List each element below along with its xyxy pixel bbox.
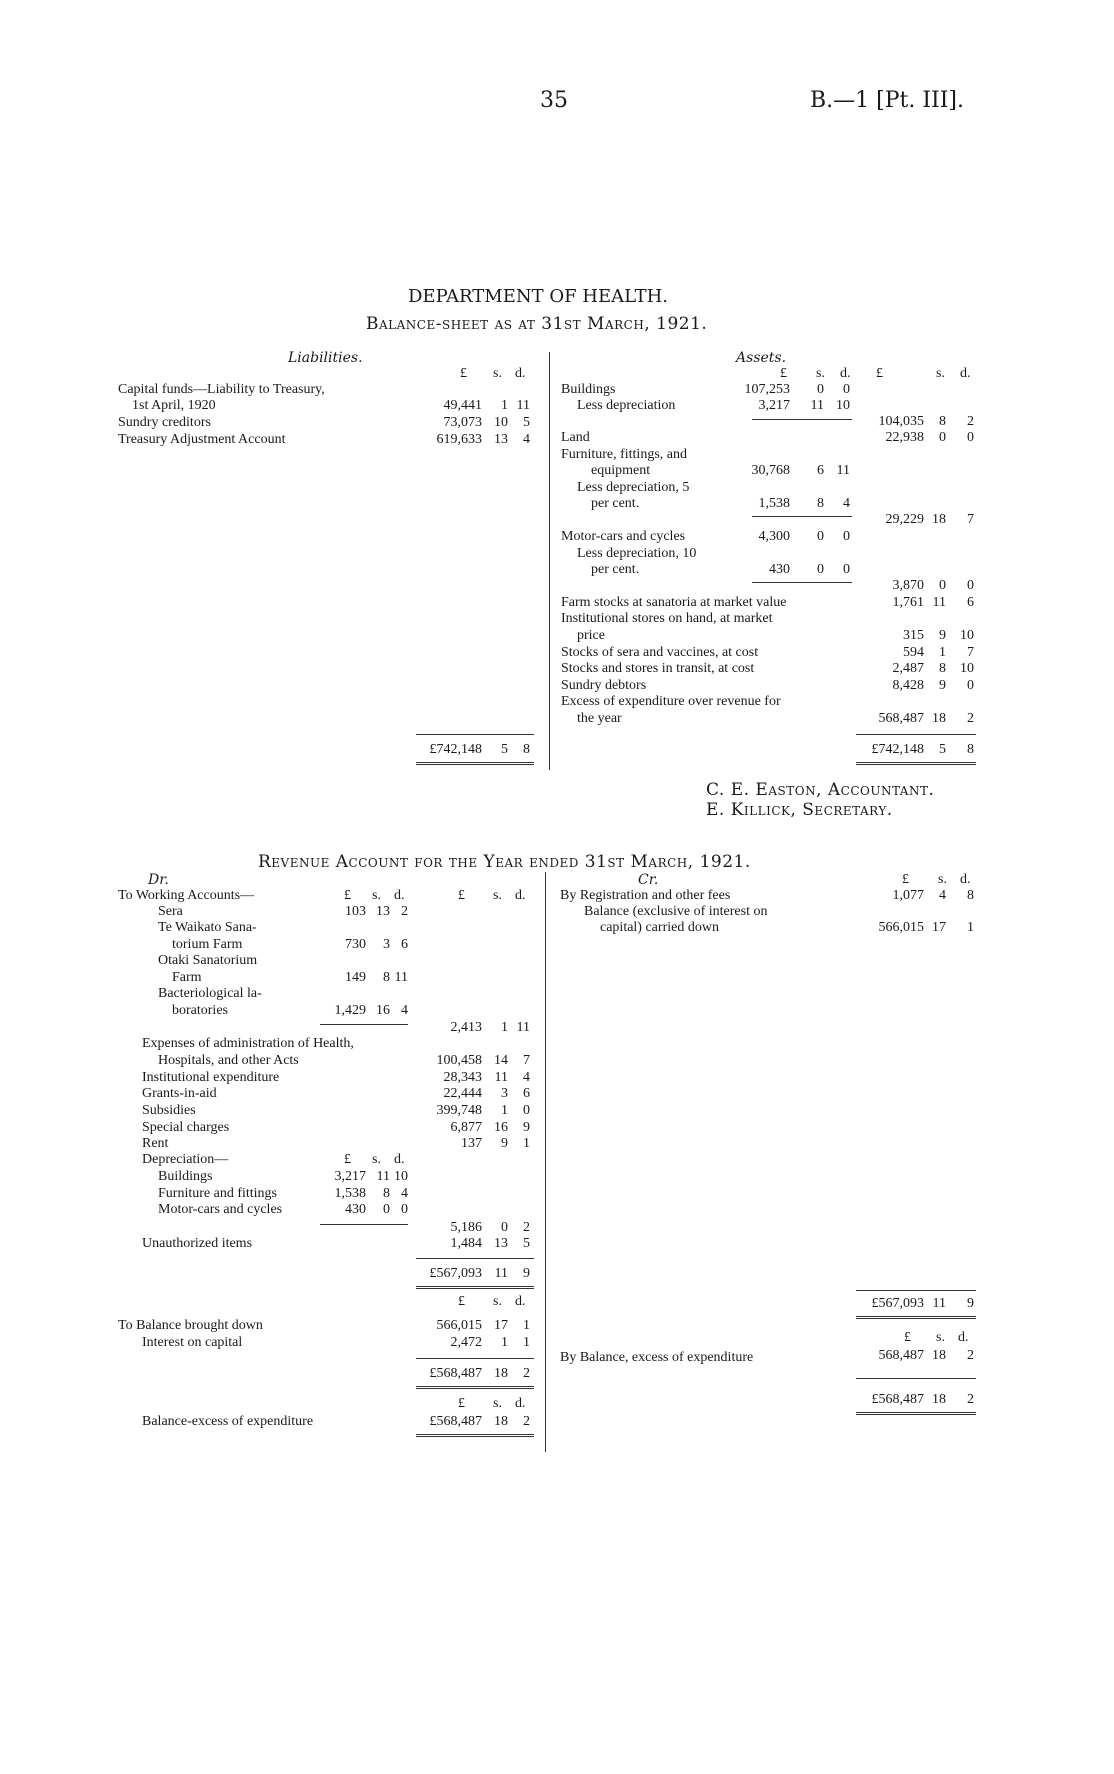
working-account-pounds: 730 xyxy=(345,937,366,952)
asset-label: Less depreciation, 10 xyxy=(577,546,697,561)
rule xyxy=(320,1224,408,1225)
debit-heading: Dr. xyxy=(148,872,169,888)
col-head-pounds: £ xyxy=(902,872,909,887)
rule xyxy=(416,734,534,735)
asset-pounds: 1,538 xyxy=(758,496,790,511)
col-head-shillings: s. xyxy=(936,1330,945,1345)
liabilities-total-d: 8 xyxy=(523,742,530,757)
liability-label: Treasury Adjustment Account xyxy=(118,432,286,447)
cr-item-pounds: 1,077 xyxy=(892,888,924,903)
expense-pence: 9 xyxy=(523,1120,530,1135)
column-divider xyxy=(545,872,546,1452)
cr-item-label-cont: capital) carried down xyxy=(600,920,719,935)
col-head-pence: d. xyxy=(840,366,851,381)
col-head-shillings: s. xyxy=(936,366,945,381)
credit-heading: Cr. xyxy=(638,872,659,888)
asset-net-shillings: 0 xyxy=(939,430,946,445)
asset-shillings: 0 xyxy=(817,382,824,397)
rule xyxy=(416,1358,534,1359)
asset-label-cont: per cent. xyxy=(591,496,640,511)
double-rule xyxy=(416,1286,534,1289)
working-account-label: Sera xyxy=(158,904,183,919)
cr-total-2: £568,487 xyxy=(871,1392,924,1407)
col-head-shillings: s. xyxy=(493,366,502,381)
interest-label: Interest on capital xyxy=(142,1335,243,1350)
col-head-pounds: £ xyxy=(458,1294,465,1309)
interest-pence: 1 xyxy=(523,1335,530,1350)
col-head-pence: d. xyxy=(394,1152,405,1167)
working-account-pence: 4 xyxy=(401,1003,408,1018)
rule xyxy=(752,582,852,583)
assets-total: £742,148 xyxy=(871,742,924,757)
rule xyxy=(320,1024,408,1025)
final-balance-shillings: 18 xyxy=(494,1414,508,1429)
asset-net-pounds: 1,761 xyxy=(892,595,924,610)
col-head-pence: d. xyxy=(515,888,526,903)
double-rule xyxy=(416,1386,534,1389)
expense-label: Institutional expenditure xyxy=(142,1070,280,1085)
dr-total: £567,093 xyxy=(429,1266,482,1281)
department-title: DEPARTMENT OF HEALTH. xyxy=(408,286,669,307)
by-balance-label: By Balance, excess of expenditure xyxy=(560,1350,754,1365)
col-head-pence: d. xyxy=(960,872,971,887)
asset-net-pounds: 594 xyxy=(903,645,924,660)
col-head-pence: d. xyxy=(960,366,971,381)
expense-pounds: 22,444 xyxy=(443,1086,482,1101)
expense-pence: 7 xyxy=(523,1053,530,1068)
cr-total: £567,093 xyxy=(871,1296,924,1311)
liability-label-cont: 1st April, 1920 xyxy=(132,398,216,413)
asset-shillings: 0 xyxy=(817,562,824,577)
asset-pounds: 30,768 xyxy=(751,463,790,478)
working-account-label: Te Waikato Sana- xyxy=(158,920,257,935)
working-account-shillings: 8 xyxy=(383,970,390,985)
expense-pence: 4 xyxy=(523,1070,530,1085)
assets-heading: Assets. xyxy=(736,350,787,366)
page-number: 35 xyxy=(540,88,568,113)
final-balance-pence: 2 xyxy=(523,1414,530,1429)
asset-net-shillings: 11 xyxy=(932,595,946,610)
depreciation-item-pounds: 430 xyxy=(345,1202,366,1217)
asset-pence: 0 xyxy=(843,529,850,544)
asset-net-pence: 10 xyxy=(960,628,974,643)
asset-label: Buildings xyxy=(561,382,616,397)
col-head-shillings: s. xyxy=(493,888,502,903)
rule xyxy=(752,516,852,517)
col-head-pounds: £ xyxy=(458,1396,465,1411)
col-head-pounds: £ xyxy=(904,1330,911,1345)
assets-total-s: 5 xyxy=(939,742,946,757)
cr-item-label: By Registration and other fees xyxy=(560,888,731,903)
asset-pence: 0 xyxy=(843,382,850,397)
expense-label: Grants-in-aid xyxy=(142,1086,217,1101)
col-head-pence: d. xyxy=(515,1396,526,1411)
liability-label: Capital funds—Liability to Treasury, xyxy=(118,382,325,397)
expense-shillings: 3 xyxy=(501,1086,508,1101)
asset-net-shillings: 18 xyxy=(932,512,946,527)
asset-net-pence: 2 xyxy=(967,414,974,429)
asset-pounds: 3,217 xyxy=(758,398,790,413)
asset-label: Excess of expenditure over revenue for xyxy=(561,694,781,709)
revenue-account-title: Revenue Account for the Year ended 31st March, 1921. xyxy=(258,852,751,872)
asset-net-pence: 7 xyxy=(967,512,974,527)
depreciation-item-label: Buildings xyxy=(158,1169,213,1184)
col-head-pounds: £ xyxy=(460,366,467,381)
working-account-label: Otaki Sanatorium xyxy=(158,953,258,968)
expense-label-cont: Hospitals, and other Acts xyxy=(158,1053,299,1068)
asset-net-pounds: 104,035 xyxy=(878,414,924,429)
unauthorized-shillings: 13 xyxy=(494,1236,508,1251)
expense-shillings: 1 xyxy=(501,1103,508,1118)
liabilities-heading: Liabilities. xyxy=(288,350,363,366)
column-divider xyxy=(549,352,550,770)
expense-pounds: 100,458 xyxy=(436,1053,482,1068)
working-account-shillings: 13 xyxy=(376,904,390,919)
col-head-pence: d. xyxy=(515,366,526,381)
cr-item-pence: 1 xyxy=(967,920,974,935)
cr-total-2-d: 2 xyxy=(967,1392,974,1407)
expense-pence: 1 xyxy=(523,1136,530,1151)
expense-pounds: 28,343 xyxy=(443,1070,482,1085)
col-head-shillings: s. xyxy=(493,1294,502,1309)
dr-total-s: 11 xyxy=(494,1266,508,1281)
asset-label-cont: per cent. xyxy=(591,562,640,577)
double-rule xyxy=(416,1434,534,1437)
asset-label: Furniture, fittings, and xyxy=(561,447,687,462)
dr-total-d: 9 xyxy=(523,1266,530,1281)
asset-label-cont: equipment xyxy=(591,463,651,478)
expense-pence: 0 xyxy=(523,1103,530,1118)
balance-brought-down-label: To Balance brought down xyxy=(118,1318,263,1333)
document-reference: B.—1 [Pt. III]. xyxy=(810,88,965,113)
interest-shillings: 1 xyxy=(501,1335,508,1350)
working-account-pounds: 103 xyxy=(345,904,366,919)
asset-label: Stocks of sera and vaccines, at cost xyxy=(561,645,759,660)
assets-total-d: 8 xyxy=(967,742,974,757)
expense-pounds: 399,748 xyxy=(436,1103,482,1118)
cr-total-s: 11 xyxy=(932,1296,946,1311)
balance-brought-down-pence: 1 xyxy=(523,1318,530,1333)
col-head-shillings: s. xyxy=(816,366,825,381)
col-head-shillings: s. xyxy=(372,888,381,903)
asset-net-shillings: 8 xyxy=(939,414,946,429)
rule xyxy=(416,1258,534,1259)
depreciation-item-pounds: 1,538 xyxy=(334,1186,366,1201)
asset-shillings: 0 xyxy=(817,529,824,544)
asset-label: Less depreciation xyxy=(577,398,676,413)
asset-net-shillings: 9 xyxy=(939,678,946,693)
col-head-pence: d. xyxy=(394,888,405,903)
asset-shillings: 11 xyxy=(810,398,824,413)
asset-net-pounds: 568,487 xyxy=(878,711,924,726)
asset-net-pence: 0 xyxy=(967,678,974,693)
expense-shillings: 16 xyxy=(494,1120,508,1135)
expense-label: Special charges xyxy=(142,1120,230,1135)
interest-pounds: 2,472 xyxy=(450,1335,482,1350)
col-head-pounds: £ xyxy=(458,888,465,903)
liability-label: Sundry creditors xyxy=(118,415,211,430)
asset-net-pounds: 8,428 xyxy=(892,678,924,693)
asset-pounds: 107,253 xyxy=(744,382,790,397)
liability-shillings: 13 xyxy=(494,432,508,447)
asset-label: Land xyxy=(561,430,590,445)
liabilities-total: £742,148 xyxy=(429,742,482,757)
dr-total-2: £568,487 xyxy=(429,1366,482,1381)
depreciation-item-label: Motor-cars and cycles xyxy=(158,1202,283,1217)
expense-pence: 6 xyxy=(523,1086,530,1101)
working-account-shillings: 3 xyxy=(383,937,390,952)
by-balance-pounds: 568,487 xyxy=(878,1348,924,1363)
rule xyxy=(856,734,976,735)
asset-net-pence: 6 xyxy=(967,595,974,610)
working-account-label-cont: boratories xyxy=(172,1003,228,1018)
asset-net-pence: 2 xyxy=(967,711,974,726)
unauthorized-pence: 5 xyxy=(523,1236,530,1251)
expense-label: Subsidies xyxy=(142,1103,196,1118)
col-head-shillings: s. xyxy=(938,872,947,887)
double-rule xyxy=(416,762,534,765)
balance-brought-down-shillings: 17 xyxy=(494,1318,508,1333)
expense-pounds: 6,877 xyxy=(450,1120,482,1135)
col-head-shillings: s. xyxy=(493,1396,502,1411)
expense-pounds: 137 xyxy=(461,1136,482,1151)
working-account-label: Bacteriological la- xyxy=(158,986,262,1001)
working-account-pounds: 1,429 xyxy=(334,1003,366,1018)
final-balance-pounds: £568,487 xyxy=(429,1414,482,1429)
cr-total-2-s: 18 xyxy=(932,1392,946,1407)
working-total-pence: 11 xyxy=(516,1020,530,1035)
depreciation-item-pence: 0 xyxy=(401,1202,408,1217)
col-head-pounds: £ xyxy=(780,366,787,381)
liability-pence: 11 xyxy=(516,398,530,413)
col-head-pounds: £ xyxy=(344,1152,351,1167)
liability-pounds: 49,441 xyxy=(443,398,482,413)
asset-shillings: 6 xyxy=(817,463,824,478)
col-head-pence: d. xyxy=(958,1330,969,1345)
by-balance-pence: 2 xyxy=(967,1348,974,1363)
depreciation-total-pence: 2 xyxy=(523,1220,530,1235)
dr-total-2-s: 18 xyxy=(494,1366,508,1381)
unauthorized-pounds: 1,484 xyxy=(450,1236,482,1251)
working-total-pounds: 2,413 xyxy=(450,1020,482,1035)
expense-shillings: 11 xyxy=(494,1070,508,1085)
asset-net-pounds: 2,487 xyxy=(892,661,924,676)
col-head-shillings: s. xyxy=(372,1152,381,1167)
by-balance-shillings: 18 xyxy=(932,1348,946,1363)
col-head-pounds: £ xyxy=(876,366,883,381)
depreciation-item-pence: 10 xyxy=(394,1169,408,1184)
asset-net-pounds: 3,870 xyxy=(892,578,924,593)
asset-pence: 11 xyxy=(836,463,850,478)
asset-shillings: 8 xyxy=(817,496,824,511)
depreciation-total-shillings: 0 xyxy=(501,1220,508,1235)
working-account-pence: 2 xyxy=(401,904,408,919)
double-rule xyxy=(856,1412,976,1415)
cr-item-pence: 8 xyxy=(967,888,974,903)
asset-pence: 0 xyxy=(843,562,850,577)
liabilities-total-s: 5 xyxy=(501,742,508,757)
working-total-shillings: 1 xyxy=(501,1020,508,1035)
liability-pence: 4 xyxy=(523,432,530,447)
final-balance-label: Balance-excess of expenditure xyxy=(142,1414,314,1429)
cr-item-shillings: 17 xyxy=(932,920,946,935)
working-account-label-cont: torium Farm xyxy=(172,937,243,952)
asset-label-cont: price xyxy=(577,628,605,643)
liability-shillings: 10 xyxy=(494,415,508,430)
asset-label: Institutional stores on hand, at market xyxy=(561,611,773,626)
rule xyxy=(752,419,852,420)
working-account-shillings: 16 xyxy=(376,1003,390,1018)
asset-pounds: 4,300 xyxy=(758,529,790,544)
signature-secretary: E. Killick, Secretary. xyxy=(706,800,893,820)
asset-net-pounds: 22,938 xyxy=(885,430,924,445)
balance-sheet-title: Balance-sheet as at 31st March, 1921. xyxy=(366,314,708,334)
asset-label: Farm stocks at sanatoria at market value xyxy=(561,595,787,610)
depreciation-label: Depreciation— xyxy=(142,1152,229,1167)
asset-net-shillings: 0 xyxy=(939,578,946,593)
asset-pounds: 430 xyxy=(769,562,790,577)
asset-label: Motor-cars and cycles xyxy=(561,529,686,544)
cr-item-shillings: 4 xyxy=(939,888,946,903)
asset-net-shillings: 1 xyxy=(939,645,946,660)
depreciation-item-label: Furniture and fittings xyxy=(158,1186,277,1201)
col-head-pence: d. xyxy=(515,1294,526,1309)
asset-net-shillings: 8 xyxy=(939,661,946,676)
working-account-label-cont: Farm xyxy=(172,970,202,985)
depreciation-item-shillings: 8 xyxy=(383,1186,390,1201)
depreciation-item-pounds: 3,217 xyxy=(334,1169,366,1184)
liability-pounds: 73,073 xyxy=(443,415,482,430)
working-account-pounds: 149 xyxy=(345,970,366,985)
cr-item-label: Balance (exclusive of interest on xyxy=(584,904,768,919)
rule xyxy=(856,1290,976,1291)
col-head-pounds: £ xyxy=(344,888,351,903)
asset-net-pounds: 315 xyxy=(903,628,924,643)
expense-label: Rent xyxy=(142,1136,169,1151)
liability-pence: 5 xyxy=(523,415,530,430)
unauthorized-label: Unauthorized items xyxy=(142,1236,253,1251)
asset-label: Sundry debtors xyxy=(561,678,647,693)
working-account-pence: 6 xyxy=(401,937,408,952)
asset-net-pence: 10 xyxy=(960,661,974,676)
rule xyxy=(856,1378,976,1379)
double-rule xyxy=(856,762,976,765)
asset-label: Less depreciation, 5 xyxy=(577,480,690,495)
asset-net-pence: 0 xyxy=(967,430,974,445)
asset-label: Stocks and stores in transit, at cost xyxy=(561,661,755,676)
asset-label-cont: the year xyxy=(577,711,622,726)
liability-shillings: 1 xyxy=(501,398,508,413)
depreciation-total-pounds: 5,186 xyxy=(450,1220,482,1235)
dr-total-2-d: 2 xyxy=(523,1366,530,1381)
working-accounts-label: To Working Accounts— xyxy=(118,888,255,903)
cr-total-d: 9 xyxy=(967,1296,974,1311)
asset-net-pence: 0 xyxy=(967,578,974,593)
asset-net-pounds: 29,229 xyxy=(885,512,924,527)
asset-pence: 4 xyxy=(843,496,850,511)
working-account-pence: 11 xyxy=(394,970,408,985)
expense-shillings: 14 xyxy=(494,1053,508,1068)
double-rule xyxy=(856,1316,976,1319)
liability-pounds: 619,633 xyxy=(436,432,482,447)
depreciation-item-pence: 4 xyxy=(401,1186,408,1201)
asset-net-shillings: 18 xyxy=(932,711,946,726)
depreciation-item-shillings: 0 xyxy=(383,1202,390,1217)
asset-net-shillings: 9 xyxy=(939,628,946,643)
cr-item-pounds: 566,015 xyxy=(878,920,924,935)
signature-accountant: C. E. Easton, Accountant. xyxy=(706,780,935,800)
depreciation-item-shillings: 11 xyxy=(376,1169,390,1184)
expense-shillings: 9 xyxy=(501,1136,508,1151)
asset-net-pence: 7 xyxy=(967,645,974,660)
expense-label: Expenses of administration of Health, xyxy=(142,1036,354,1051)
asset-pence: 10 xyxy=(836,398,850,413)
balance-brought-down-pounds: 566,015 xyxy=(436,1318,482,1333)
